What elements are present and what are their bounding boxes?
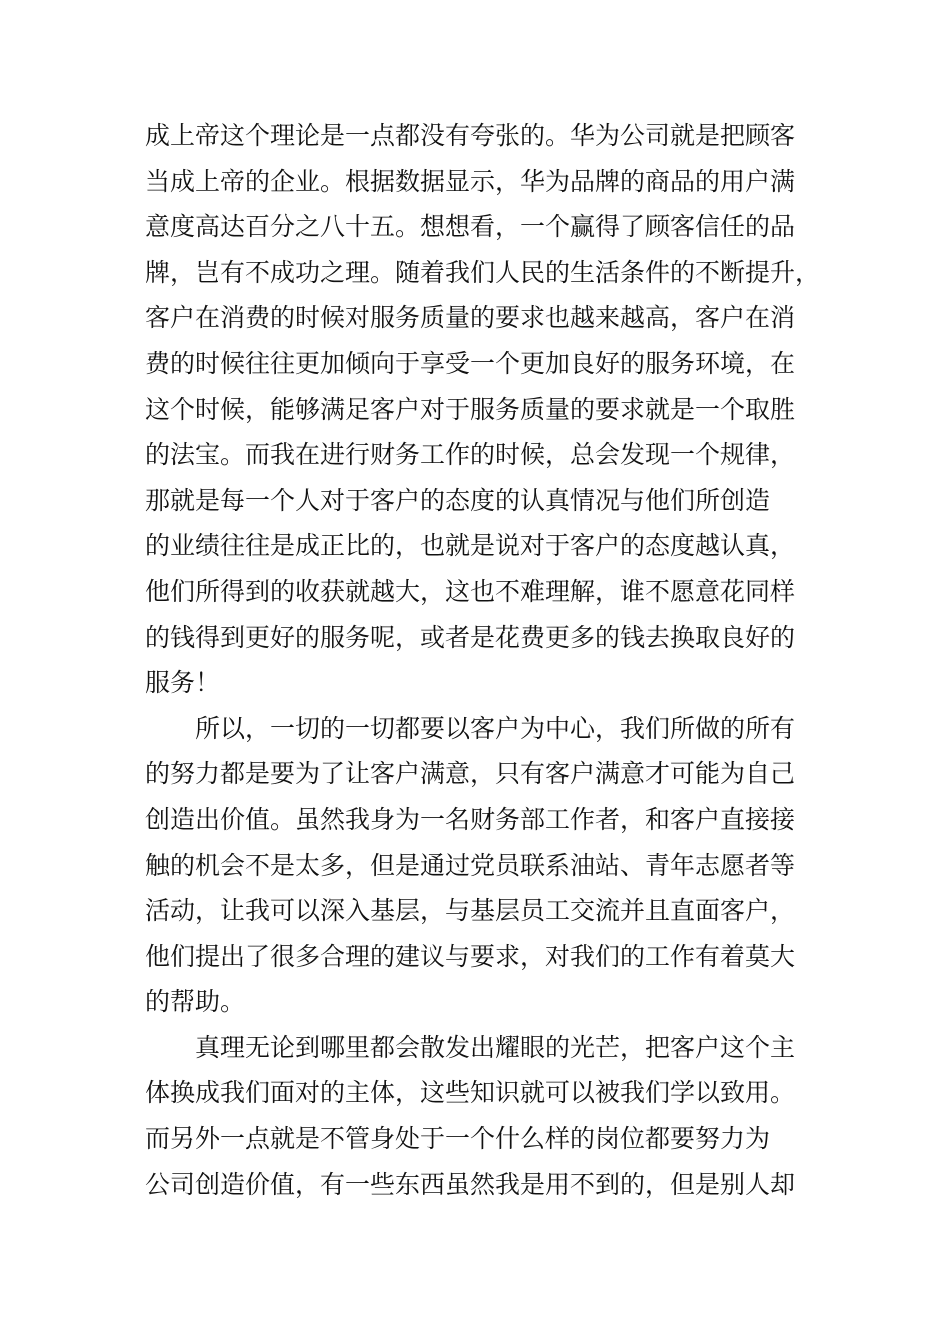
text-line: 那就是每一个人对于客户的态度的认真情况与他们所创造: [145, 485, 771, 515]
text-line: 意度高达百分之八十五。想想看，一个赢得了顾客信任的品: [145, 212, 796, 242]
body-text: [145, 113, 845, 1207]
text-line: 服务！: [145, 668, 221, 698]
text-line: 创造出价值。虽然我身为一名财务部工作者，和客户直接接: [145, 804, 796, 834]
text-line: 而另外一点就是不管身处于一个什么样的岗位都要努力为: [145, 1124, 771, 1154]
text-line: 当成上帝的企业。根据数据显示，华为品牌的商品的用户满: [145, 166, 796, 196]
text-line: 触的机会不是太多，但是通过党员联系油站、青年志愿者等: [145, 850, 796, 880]
paragraph-start-line: 所以，一切的一切都要以客户为中心，我们所做的所有: [195, 713, 796, 743]
text-line: 的钱得到更好的服务呢，或者是花费更多的钱去换取良好的: [145, 622, 796, 652]
text-line: 这个时候，能够满足客户对于服务质量的要求就是一个取胜: [145, 394, 796, 424]
text-line: 客户在消费的时候对服务质量的要求也越来越高，客户在消: [145, 303, 796, 333]
text-line: 他们所得到的收获就越大，这也不难理解，谁不愿意花同样: [145, 576, 796, 606]
text-line: 的业绩往往是成正比的，也就是说对于客户的态度越认真，: [145, 531, 796, 561]
text-line: 体换成我们面对的主体，这些知识就可以被我们学以致用。: [145, 1078, 796, 1108]
paragraph-start-line: 真理无论到哪里都会散发出耀眼的光芒，把客户这个主: [195, 1032, 796, 1062]
text-line: 费的时候往往更加倾向于享受一个更加良好的服务环境，在: [145, 348, 796, 378]
text-line: 的努力都是要为了让客户满意，只有客户满意才可能为自己: [145, 759, 796, 789]
text-line: 活动，让我可以深入基层，与基层员工交流并且直面客户，: [145, 896, 796, 926]
text-line: 的帮助。: [145, 987, 246, 1017]
text-line: 的法宝。而我在进行财务工作的时候，总会发现一个规律，: [145, 440, 796, 470]
text-line: 公司创造价值，有一些东西虽然我是用不到的，但是别人却: [145, 1169, 796, 1199]
text-line: 成上帝这个理论是一点都没有夸张的。华为公司就是把顾客: [145, 121, 796, 150]
text-line: 他们提出了很多合理的建议与要求，对我们的工作有着莫大: [145, 941, 796, 971]
text-line: 牌，岂有不成功之理。随着我们人民的生活条件的不断提升，: [145, 257, 821, 287]
